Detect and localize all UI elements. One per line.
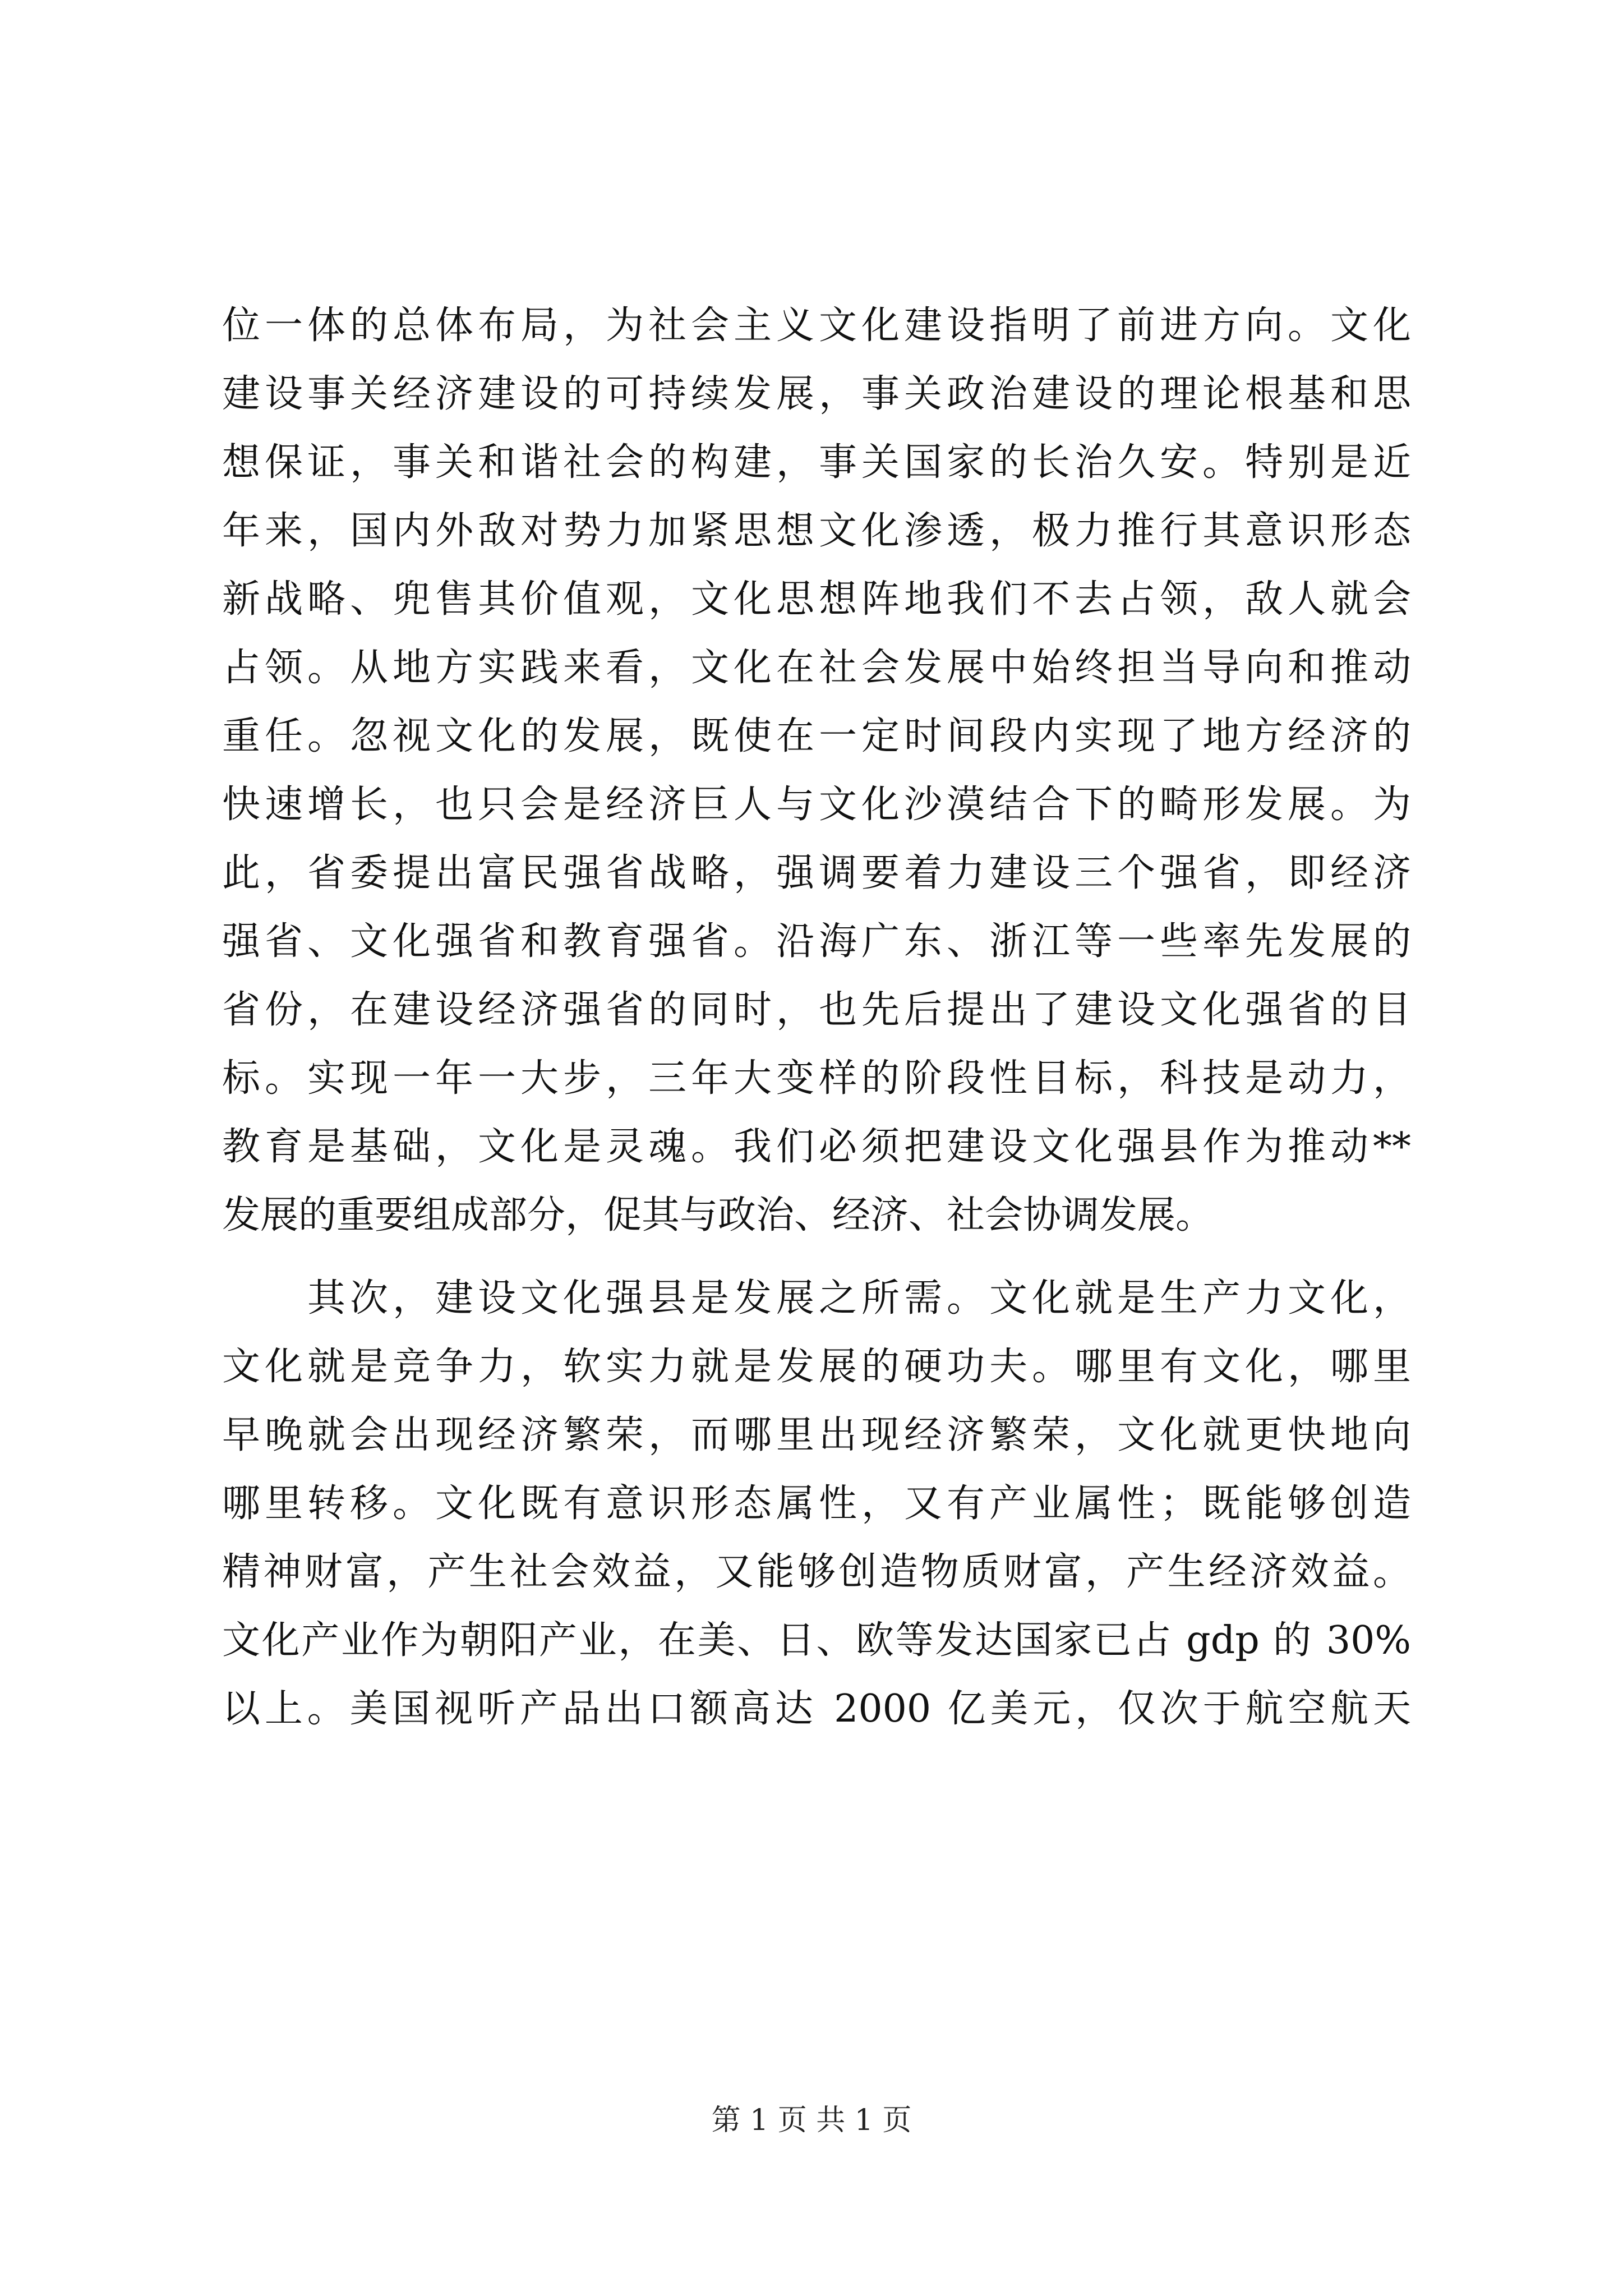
- text-line: 此，省委提出富民强省战略，强调要着力建设三个强省，即经济: [222, 851, 1411, 895]
- text-line: 占领。从地方实践来看，文化在社会发展中始终担当导向和推动: [222, 646, 1411, 690]
- text-line: 快速增长，也只会是经济巨人与文化沙漠结合下的畸形发展。为: [222, 783, 1411, 827]
- text-line: 文化产业作为朝阳产业，在美、日、欧等发达国家已占 gdp 的 30%: [222, 1618, 1411, 1663]
- paragraph-gap: [222, 1250, 1411, 1264]
- text-line: 省份，在建设经济强省的同时，也先后提出了建设文化强省的目: [222, 988, 1411, 1032]
- text-line: 年来，国内外敌对势力加紧思想文化渗透，极力推行其意识形态: [222, 509, 1411, 553]
- text-line: 哪里转移。文化既有意识形态属性，又有产业属性；既能够创造: [222, 1481, 1411, 1526]
- text-line: 其次，建设文化强县是发展之所需。文化就是生产力文化，: [222, 1276, 1411, 1320]
- text-line: 新战略、兜售其价值观，文化思想阵地我们不去占领，敌人就会: [222, 577, 1411, 622]
- text-line: 强省、文化强省和教育强省。沿海广东、浙江等一些率先发展的: [222, 919, 1411, 964]
- text-line: 位一体的总体布局，为社会主义文化建设指明了前进方向。文化: [222, 303, 1411, 348]
- text-line: 重任。忽视文化的发展，既使在一定时间段内实现了地方经济的: [222, 714, 1411, 758]
- text-line: 以上。美国视听产品出口额高达 2000 亿美元，仅次于航空航天: [222, 1687, 1411, 1731]
- text-line: 精神财富，产生社会效益，又能够创造物质财富，产生经济效益。: [222, 1550, 1411, 1594]
- text-line: 文化就是竞争力，软实力就是发展的硬功夫。哪里有文化，哪里: [222, 1345, 1411, 1389]
- page-footer: 第 1 页 共 1 页: [711, 2104, 912, 2137]
- text-line: 标。实现一年一大步，三年大变样的阶段性目标，科技是动力，: [222, 1056, 1411, 1101]
- text-line: 建设事关经济建设的可持续发展，事关政治建设的理论根基和思: [222, 372, 1411, 416]
- document-body: [222, 292, 1411, 1743]
- text-line: 早晚就会出现经济繁荣，而哪里出现经济繁荣，文化就更快地向: [222, 1413, 1411, 1457]
- text-line: 教育是基础，文化是灵魂。我们必须把建设文化强县作为推动**: [222, 1125, 1411, 1169]
- text-line: 想保证，事关和谐社会的构建，事关国家的长治久安。特别是近: [222, 440, 1411, 485]
- text-line: 发展的重要组成部分，促其与政治、经济、社会协调发展。: [222, 1193, 1214, 1237]
